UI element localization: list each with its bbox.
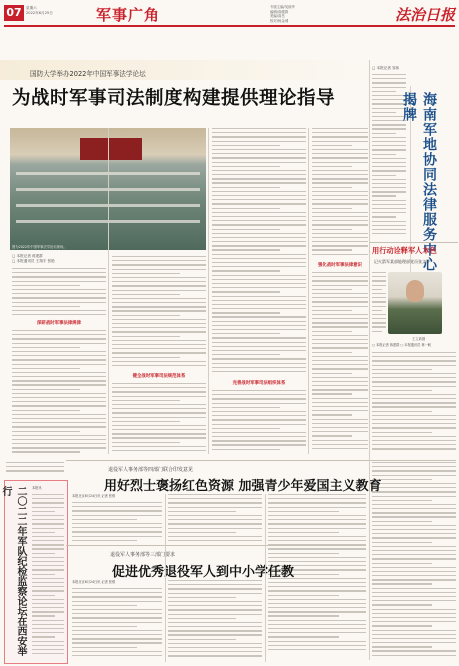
body-text-col4-a xyxy=(312,128,368,260)
photo-stage-screen xyxy=(80,138,142,160)
editor-credits xyxy=(270,5,322,23)
weekday: 星期六 xyxy=(26,6,37,10)
story3-kicker: 退役军人事务部等三部门要求 xyxy=(110,552,176,558)
byline-reporter: □ 本报记者 蒋建群 xyxy=(12,254,43,258)
column-rule xyxy=(108,128,109,454)
left-vertical-headline: 二〇二二年军队纪检监察论坛在西安举行 xyxy=(0,486,26,656)
top-story-kicker: 国防大学举办2022年中国军事法学论坛 xyxy=(30,70,146,78)
byline-correspondent: □ 本报通讯员 王翔宇 张艳 xyxy=(12,259,55,263)
story2-kicker: 退役军人事务部等四部门联合印发意见 xyxy=(108,467,194,473)
side-body-text-narrow xyxy=(372,272,386,336)
newspaper-logo: 法治日报 xyxy=(394,6,455,24)
right-divider xyxy=(370,242,458,243)
editor-line: 编辑/高健群 xyxy=(270,9,289,14)
side-body-text xyxy=(372,352,456,454)
story3-rule xyxy=(66,545,366,546)
side-byline: □ 本报记者 蒋建群 □ 本报通讯员 林一帆 xyxy=(372,343,431,347)
column-rule xyxy=(265,494,266,662)
story2-body-col1 xyxy=(72,502,162,542)
subhead: 强化战时军事法律意识 xyxy=(318,263,362,268)
photo-caption: 图为2022年中国军事法学论坛现场。 xyxy=(12,245,67,249)
body-text-col1-a xyxy=(12,268,106,316)
side-subheadline: 记火箭军某部能理部党员张文评 xyxy=(374,259,430,264)
body-text-col3-a xyxy=(212,128,306,374)
subhead: 完善战时军事司法组织体系 xyxy=(232,381,286,386)
portrait-photo xyxy=(388,272,442,334)
section-title: 军事广角 xyxy=(96,6,161,24)
masthead-rule xyxy=(4,25,455,27)
editor-line: 美编/高岳 xyxy=(270,14,285,19)
column-rule xyxy=(165,494,166,662)
body-text-col1-b xyxy=(12,330,106,454)
left-body-text xyxy=(32,494,64,658)
right-vertical-headline: 海南军地协同法律服务中心揭牌 xyxy=(401,92,437,272)
editor-line: 校对/杨金城 xyxy=(270,18,289,23)
editor-line: 专版主编/吴琼华 xyxy=(270,5,295,9)
story3-body-col1 xyxy=(72,588,162,662)
body-text-col3-b xyxy=(212,390,306,454)
right-byline: □ 本报记者 邹伟 xyxy=(372,66,400,70)
page-number: 07 xyxy=(4,5,24,21)
top-story-byline xyxy=(12,254,92,264)
story2-byline: 本报北京6月24日讯 记者 张维 xyxy=(72,494,116,498)
left-byline: 本报讯 xyxy=(32,486,42,490)
date: 2022年6月25日 xyxy=(26,11,53,15)
story2-body-col2 xyxy=(168,494,262,542)
story3-body-col2 xyxy=(168,580,262,662)
story3-headline: 促进优秀退役军人到中小学任教 xyxy=(112,565,295,580)
left-top-text xyxy=(6,462,64,476)
portrait-caption: 王立新摄 xyxy=(412,337,426,341)
side-headline: 用行动诠释军人本色 xyxy=(372,246,437,255)
story2-headline: 用好烈士褒扬红色资源 加强青少年爱国主义教育 xyxy=(104,479,382,494)
subhead: 健全战时军事司法规范体系 xyxy=(132,374,186,379)
portrait-face xyxy=(406,280,424,302)
body-text-col2-b xyxy=(112,383,206,455)
issue-date xyxy=(26,6,86,16)
story3-byline: 本报北京6月24日讯 记者 张维 xyxy=(72,580,116,584)
column-rule xyxy=(369,60,370,660)
subhead: 深研战时军事法律规律 xyxy=(37,321,81,326)
column-rule xyxy=(308,128,309,454)
top-story-headline: 为战时军事司法制度构建提供理论指导 xyxy=(12,88,336,109)
story2-rule xyxy=(66,460,456,461)
body-text-col4-b xyxy=(312,272,368,454)
body-text-col2-a xyxy=(112,256,206,368)
column-rule xyxy=(208,128,209,454)
